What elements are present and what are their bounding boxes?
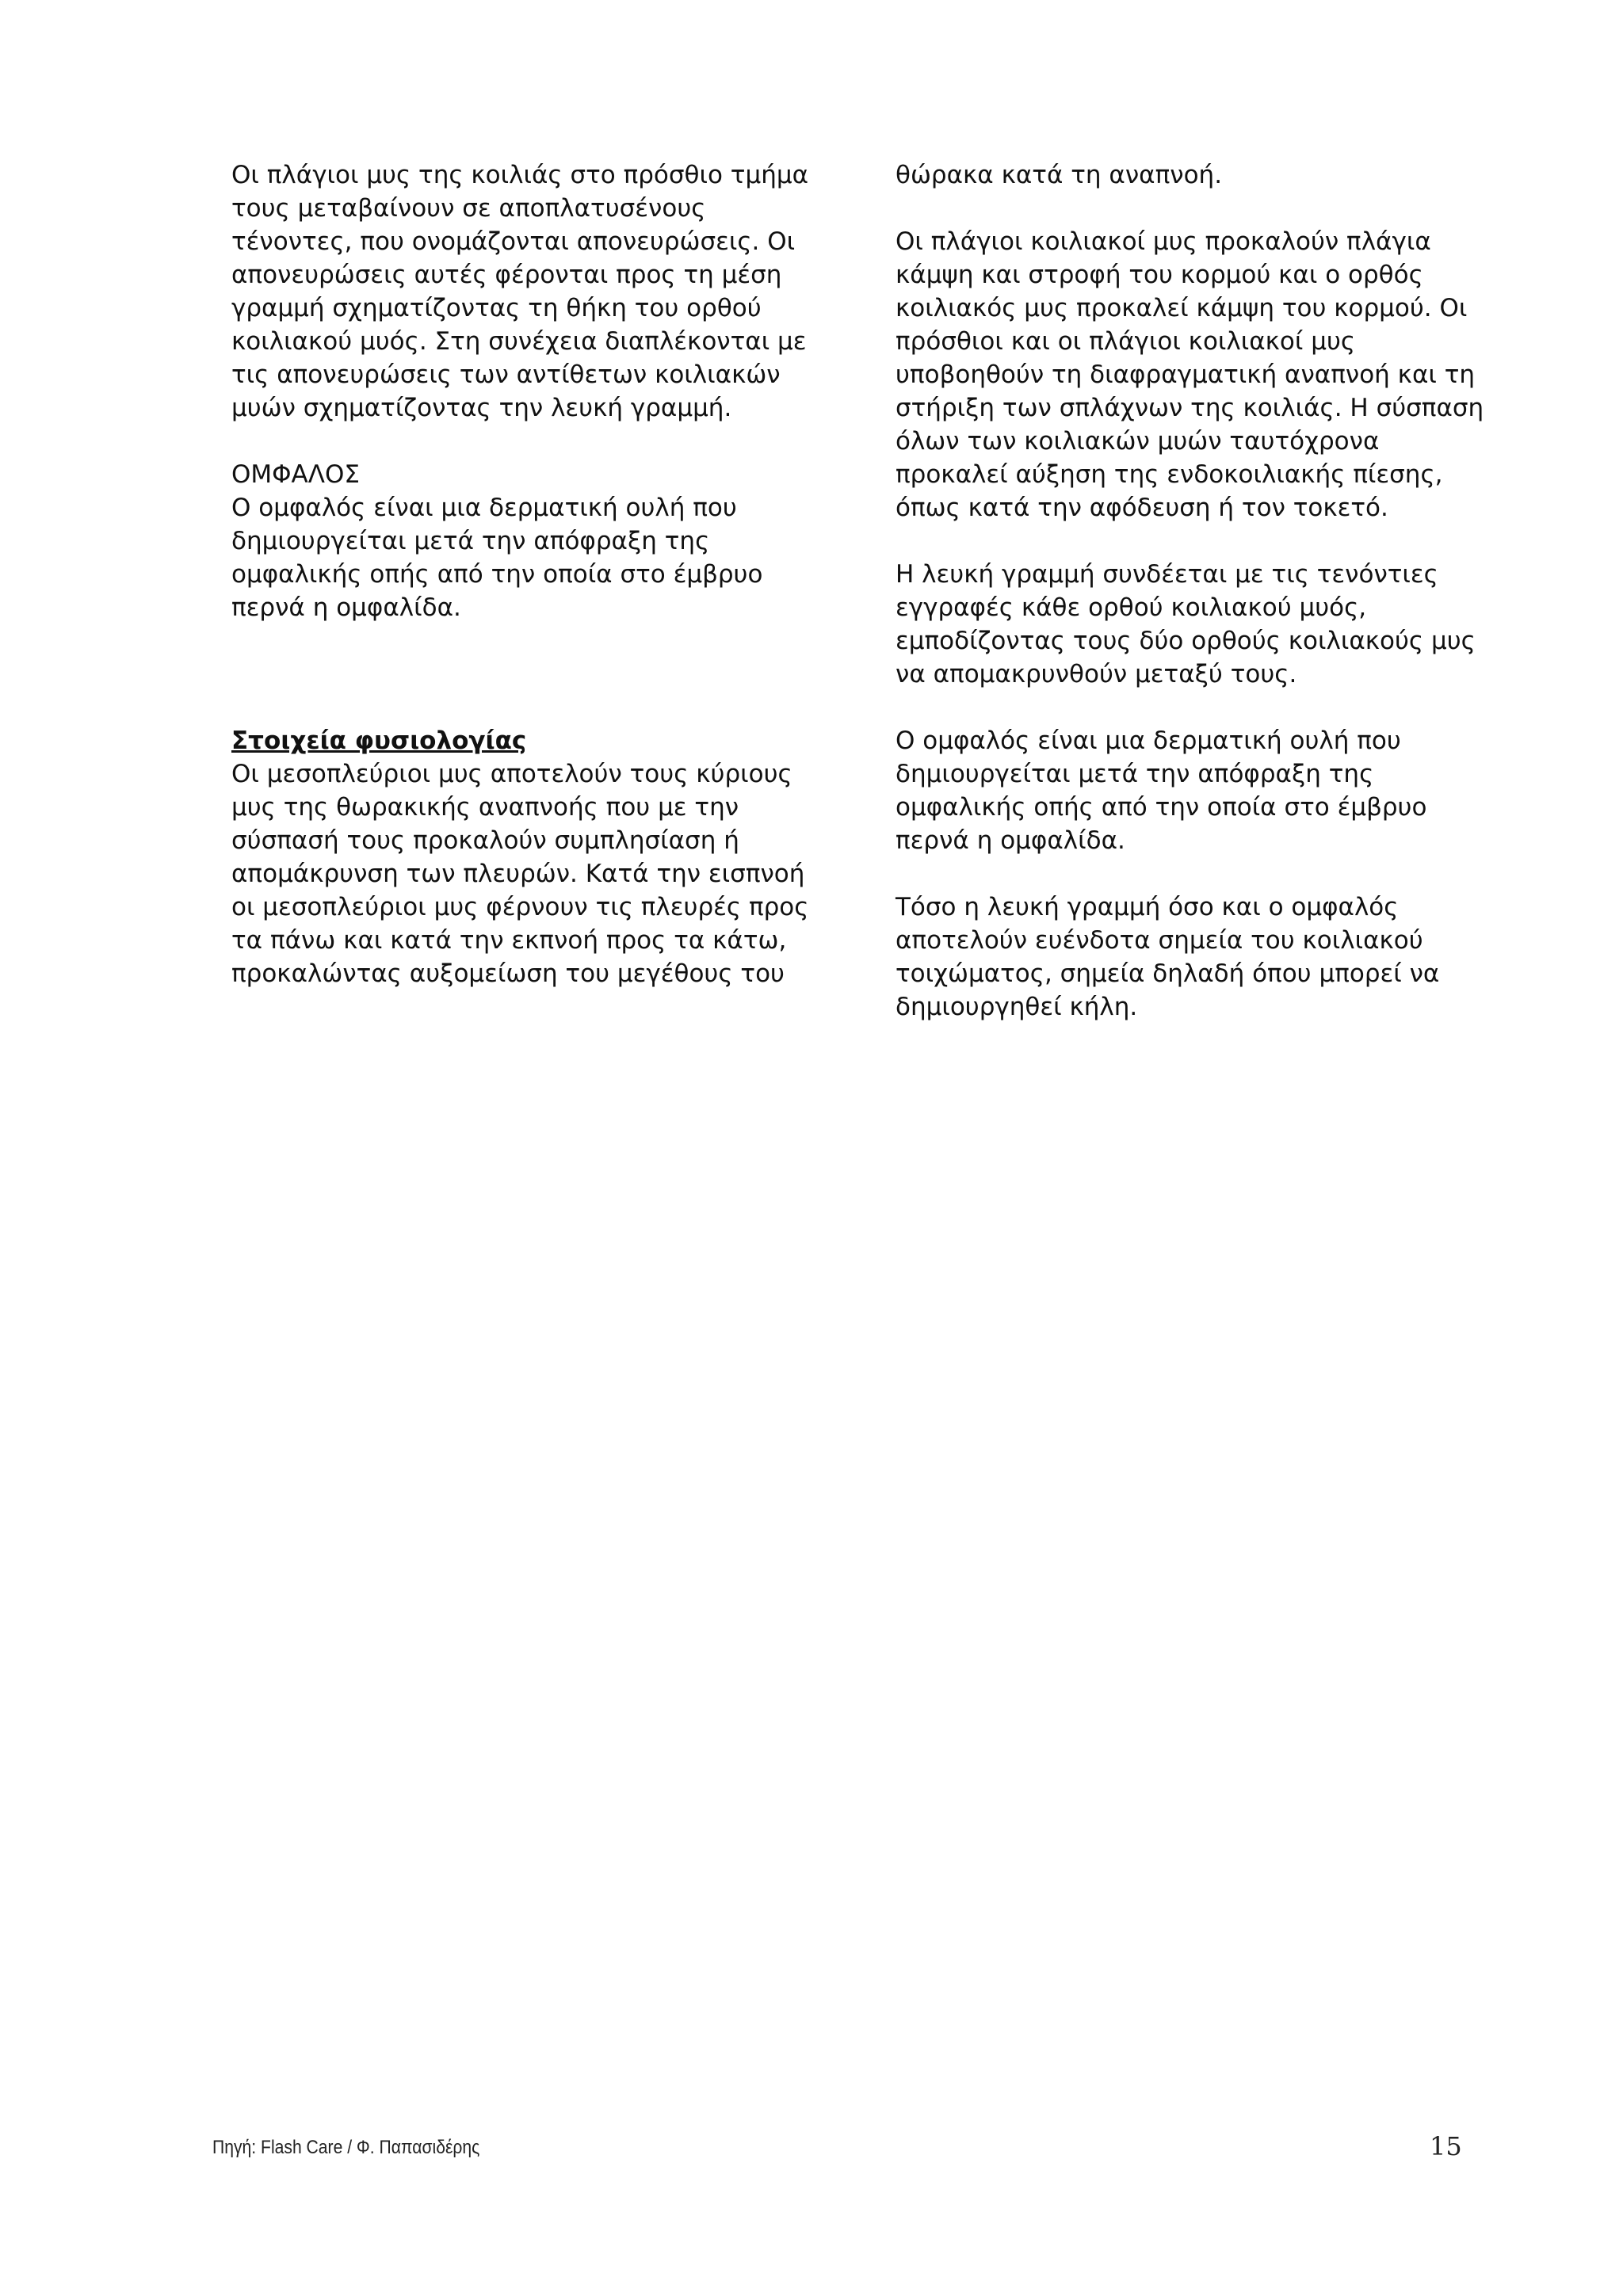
paragraph-navel: [231, 458, 818, 624]
text-line: πρόσθιοι και οι πλάγιοι κοιλιακοί μυς: [896, 327, 1356, 356]
footer-source: Πηγή: Flash Care / Φ. Παπασιδέρης: [212, 2137, 480, 2158]
physiology-heading: Στοιχεία φυσιολογίας: [231, 727, 527, 755]
text-line: μυς της θωρακικής αναπνοής που με την: [231, 793, 739, 822]
text-line: Ο ομφαλός είναι μια δερματική ουλή που: [231, 494, 737, 522]
paragraph-weak-points: [896, 891, 1482, 1024]
right-column: [896, 158, 1482, 1057]
text-line: κοιλιακός μυς προκαλεί κάμψη του κορμού. Οι: [896, 294, 1468, 322]
text-line: προκαλεί αύξηση της ενδοκοιλιακής πίεσης,: [896, 460, 1443, 489]
text-line: προκαλώντας αυξομείωση του μεγέθους του: [231, 959, 785, 988]
text-line: τένοντες, που ονομάζονται απονευρώσεις. Οι: [231, 227, 796, 256]
text-line: τοιχώματος, σημεία δηλαδή όπου μπορεί να: [896, 959, 1440, 988]
text-line: Η λευκή γραμμή συνδέεται με τις τενόντιες: [896, 560, 1438, 589]
text-line: τις απονευρώσεις των αντίθετων κοιλιακών: [231, 360, 781, 389]
text-line: απονευρώσεις αυτές φέρονται προς τη μέση: [231, 261, 782, 289]
text-line: Οι πλάγιοι κοιλιακοί μυς προκαλούν πλάγια: [896, 227, 1431, 256]
text-line: δημιουργείται μετά την απόφραξη της: [231, 527, 710, 555]
left-column: [231, 158, 818, 1024]
text-line: δημιουργηθεί κήλη.: [896, 993, 1138, 1021]
paragraph-navel-physiology: [896, 724, 1482, 857]
paragraph-continuation: [896, 158, 1482, 192]
text-line: Τόσο η λευκή γραμμή όσο και ο ομφαλός: [896, 893, 1399, 921]
text-line: δημιουργείται μετά την απόφραξη της: [896, 760, 1374, 788]
navel-subheading: ΟΜΦΑΛΟΣ: [231, 460, 360, 489]
text-line: ομφαλικής οπής από την οποία στο έμβρυο: [896, 793, 1427, 822]
text-line: να απομακρυνθούν μεταξύ τους.: [896, 660, 1297, 688]
text-line: τα πάνω και κατά την εκπνοή προς τα κάτω,: [231, 926, 787, 955]
text-line: τους μεταβαίνουν σε αποπλατυσένους: [231, 194, 706, 223]
text-line: κοιλιακού μυός. Στη συνέχεια διαπλέκονται με: [231, 327, 807, 356]
text-line: οι μεσοπλεύριοι μυς φέρνουν τις πλευρές προς: [231, 893, 809, 921]
text-line: όλων των κοιλιακών μυών ταυτόχρονα: [896, 427, 1380, 456]
text-line: εγγραφές κάθε ορθού κοιλιακού μυός,: [896, 593, 1367, 622]
text-line: Οι μεσοπλεύριοι μυς αποτελούν τους κύριους: [231, 760, 792, 788]
text-line: περνά η ομφαλίδα.: [896, 826, 1125, 855]
text-line: θώρακα κατά τη αναπνοή.: [896, 161, 1223, 189]
text-line: υποβοηθούν τη διαφραγματική αναπνοή και τη: [896, 360, 1476, 389]
text-line: περνά η ομφαλίδα.: [231, 593, 461, 622]
text-line: γραμμή σχηματίζοντας τη θήκη του ορθού: [231, 294, 762, 322]
text-line: εμποδίζοντας τους δύο ορθούς κοιλιακούς μυς: [896, 627, 1476, 655]
paragraph-linea-alba: [896, 558, 1482, 691]
text-line: όπως κατά την αφόδευση ή τον τοκετό.: [896, 494, 1388, 522]
paragraph-physiology: [231, 724, 818, 990]
text-line: στήριξη των σπλάχνων της κοιλιάς. Η σύσπαση: [896, 394, 1484, 422]
section-spacer: [231, 658, 818, 724]
text-line: απομάκρυνση των πλευρών. Κατά την εισπνοή: [231, 860, 805, 888]
paragraph-abdominal-function: [896, 225, 1482, 524]
text-line: ομφαλικής οπής από την οποία στο έμβρυο: [231, 560, 763, 589]
paragraph-oblique-muscles: [231, 158, 818, 425]
text-line: Οι πλάγιοι μυς της κοιλιάς στο πρόσθιο τμήμα: [231, 161, 809, 189]
text-line: κάμψη και στροφή του κορμού και ο ορθός: [896, 261, 1423, 289]
text-line: σύσπασή τους προκαλούν συμπλησίαση ή: [231, 826, 739, 855]
text-line: αποτελούν ευένδοτα σημεία του κοιλιακού: [896, 926, 1423, 955]
text-line: μυών σχηματίζοντας την λευκή γραμμή.: [231, 394, 732, 422]
text-line: Ο ομφαλός είναι μια δερματική ουλή που: [896, 727, 1401, 755]
page-number: 15: [1430, 2131, 1462, 2161]
